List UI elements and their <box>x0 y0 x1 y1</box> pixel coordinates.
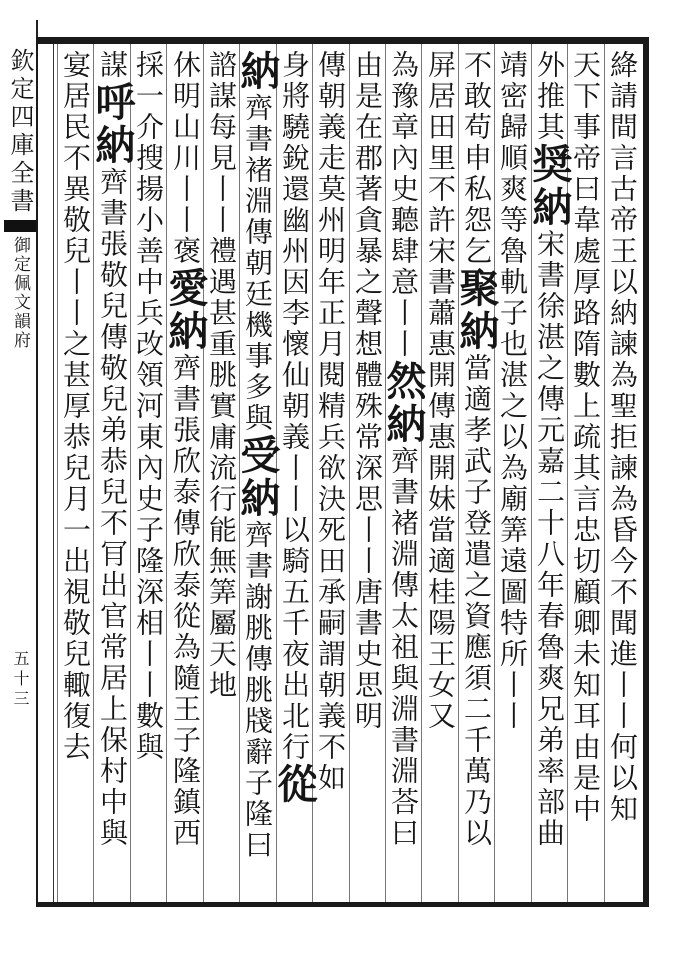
text-segment: 諮謀每見丨丨禮遇甚重 <box>205 50 238 360</box>
text-segment: 靖密 <box>496 50 529 112</box>
text-segment: 居民不異敬兒丨丨之甚厚恭兒月一出視敬兒輙復去 <box>59 81 92 763</box>
text-segment: 宴 <box>59 50 92 81</box>
text-segment: 齊書張欣泰傳欣泰從為隨王子隆鎮西 <box>169 353 202 849</box>
text-column <box>491 50 533 900</box>
text-segment: 想體殊常深思丨丨唐書史思明 <box>351 329 384 732</box>
text-segment: 齊書謝朓傳朓牋辭子隆曰 <box>241 520 274 861</box>
text-segment: 當適孝武子登遣之資應須二千萬乃以 <box>460 353 493 849</box>
text-column <box>200 50 242 900</box>
headword: 納 <box>234 50 281 93</box>
headword: 愛納 <box>162 267 209 353</box>
text-column <box>162 50 209 900</box>
text-column <box>234 50 281 900</box>
fishtail-mark <box>4 220 36 232</box>
text-column <box>54 50 96 900</box>
text-segment: 休明山川丨丨褒 <box>169 50 202 267</box>
margin-book-title: 欽定四庫全書 <box>6 48 34 216</box>
margin-column <box>4 48 36 898</box>
text-segment: 謀 <box>96 50 129 81</box>
text-segment: 天下事帝曰韋處厚路隋數上疏其言忠切顧卿未知耳由是中 <box>569 50 602 825</box>
text-column <box>601 50 643 900</box>
text-column <box>127 50 169 900</box>
text-segment: 齊書張敬兒傳敬兒弟恭兒不肎出官常居上保村中與 <box>96 167 129 849</box>
headword: 從 <box>271 763 318 806</box>
text-segment: 中兵改領河東內史子隆深相丨丨數與 <box>132 267 165 763</box>
text-column <box>380 50 427 900</box>
text-segment: 不敢苟申私怨乞 <box>460 50 493 267</box>
text-segment: 採一介搜揚小善 <box>132 50 165 267</box>
text-segment: 齊書褚淵傳朝廷機事多與 <box>241 93 274 434</box>
text-segment: 屏居田里不許 <box>424 50 457 236</box>
text-segment: 外推其 <box>533 50 566 143</box>
text-segment: 為豫章內史聽肆意丨丨 <box>387 50 420 360</box>
frame-border-left <box>36 37 38 907</box>
margin-subtitle: 御定佩文韻府 <box>10 236 30 350</box>
text-segment: 宋書蕭惠開傳惠開妹當適桂陽王女又 <box>424 236 457 732</box>
text-column <box>346 50 388 900</box>
headword: 聚納 <box>453 267 500 353</box>
headword: 呼納 <box>89 81 136 167</box>
text-segment: 齊書褚淵傳太祖與淵書淵荅曰 <box>387 446 420 849</box>
text-segment: 歸順爽等魯軌子也湛之以為廟筭遠圖特所丨丨 <box>496 112 529 732</box>
text-segment: 宋書徐湛之傳元嘉二十八年春魯爽兄弟率部曲 <box>533 229 566 849</box>
text-column <box>419 50 461 900</box>
text-segment: 朓實庸流行能無筭屬天地 <box>205 360 238 701</box>
text-segment: 絳請間言古帝王以納諫為聖拒諫為昏今不聞進丨丨何以知 <box>606 50 639 825</box>
text-column <box>89 50 136 900</box>
text-segment: 傳朝義走莫州明年正月閱精兵欲決死田承嗣謂朝義不如 <box>314 50 347 794</box>
margin-page-number: 五十三 <box>11 650 30 710</box>
frame-border-top <box>36 37 648 44</box>
text-column <box>526 50 573 900</box>
headword: 然納 <box>380 360 427 446</box>
headword: 奨納 <box>526 143 573 229</box>
frame-border-bottom <box>36 902 648 907</box>
text-segment: 由是在郡著貪暴之聲 <box>351 50 384 329</box>
text-column <box>453 50 500 900</box>
text-segment: 身將驍銳還幽州因李懷仙朝義丨丨以騎五千夜出北行 <box>278 50 311 763</box>
headword: 受納 <box>234 434 281 520</box>
frame-border-right <box>643 37 649 907</box>
